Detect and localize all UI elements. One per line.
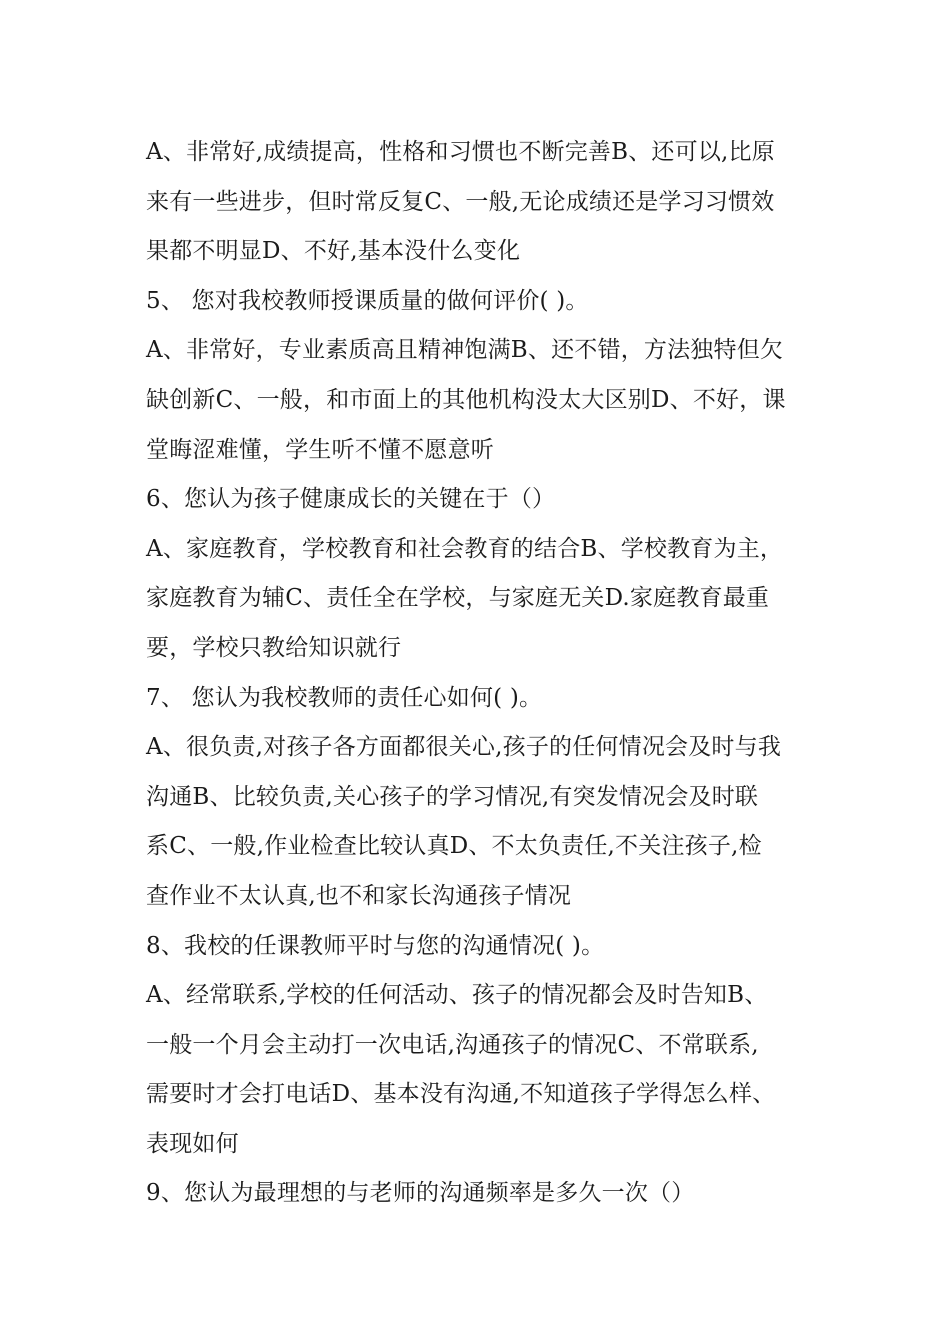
answer-options-line: A、非常好,成绩提高，性格和习惯也不断完善B、还可以,比原 (146, 139, 775, 165)
answer-options-line: 果都不明显D、不好,基本没什么变化 (146, 238, 521, 265)
question-6: 6、您认为孩子健康成长的关键在于（） (146, 486, 556, 513)
answer-options-line: 堂晦涩难懂，学生听不懂不愿意听 (146, 436, 494, 463)
answer-options-line: 要，学校只教给知识就行 (146, 634, 402, 661)
answer-options-line: 查作业不太认真,也不和家长沟通孩子情况 (146, 882, 572, 909)
question-8: 8、我校的任课教师平时与您的沟通情况( )。 (146, 932, 605, 959)
answer-options-line: 缺创新C、一般，和市面上的其他机构没太大区别D、不好，课 (146, 386, 786, 413)
question-5: 5、 您对我校教师授课质量的做何评价( )。 (146, 287, 589, 314)
answer-options-line: 需要时才会打电话D、基本没有沟通,不知道孩子学得怎么样、 (146, 1081, 776, 1108)
answer-options-line: A、家庭教育，学校教育和社会教育的结合B、学校教育为主， (146, 535, 784, 562)
answer-options-line: 表现如何 (146, 1130, 239, 1157)
answer-options-line: 沟通B、比较负责,关心孩子的学习情况,有突发情况会及时联 (146, 783, 759, 810)
answer-options-line: A、经常联系,学校的任何活动、孩子的情况都会及时告知B、 (146, 982, 768, 1009)
answer-options-line: 系C、一般,作业检查比较认真D、不太负责任,不关注孩子,检 (146, 833, 762, 860)
answer-options-line: A、很负责,对孩子各方面都很关心,孩子的任何情况会及时与我 (146, 734, 782, 761)
question-9: 9、您认为最理想的与老师的沟通频率是多久一次（） (146, 1180, 695, 1207)
answer-options-line: 来有一些进步，但时常反复C、一般,无论成绩还是学习习惯效 (146, 188, 775, 215)
document-page (146, 128, 816, 1219)
question-7: 7、 您认为我校教师的责任心如何( )。 (146, 684, 543, 711)
answer-options-line: 一般一个月会主动打一次电话,沟通孩子的情况C、不常联系, (146, 1031, 759, 1058)
answer-options-line: A、非常好，专业素质高且精神饱满B、还不错，方法独特但欠 (146, 337, 784, 364)
answer-options-line: 家庭教育为辅C、责任全在学校，与家庭无关D.家庭教育最重 (146, 585, 770, 612)
